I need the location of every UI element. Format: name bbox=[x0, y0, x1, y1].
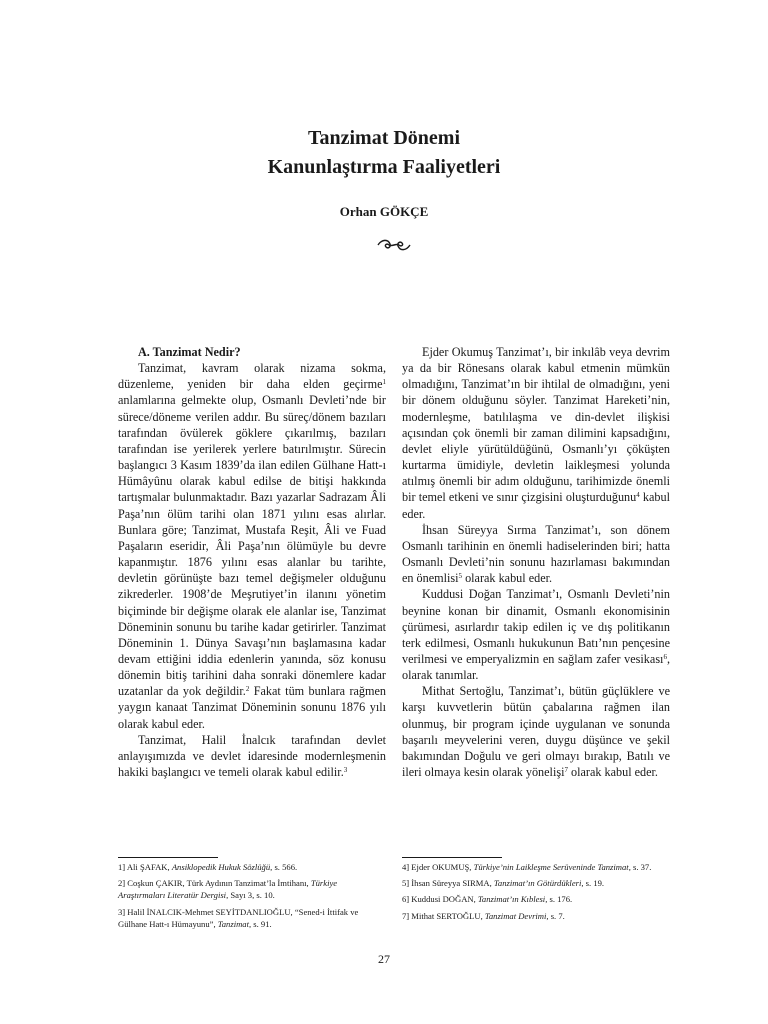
floral-ornament-icon bbox=[374, 238, 414, 252]
footnote-text: 4] Ejder OKUMUŞ, bbox=[402, 862, 474, 872]
text-run: olarak kabul eder. bbox=[462, 571, 553, 586]
footnotes-right bbox=[402, 861, 670, 926]
text-run: anlamlarına gelmekte olup, Osmanlı Devleti’nde bir sürece/döneme verilen addır. Bu süreç/dönem bazıları tarafından övülerek göklere çıkarılmış, bazıları tarafından ise yerilerek yerlere batırılmıştır. Sürecin başlangıcı 3 Kasım 1839’da ilan edilen Gülhane Hatt-ı Hümâyûnu olarak kabul edilse de bitişi hakkında tartışmalar bulunmaktadır. Bazı yazarlar Sadrazam Âli Paşa’nın ölüm tarihi olan 1871 yılını esas alırlar. Bunlara göre; Tanzimat, Mustafa Reşit, Âli ve Fuad Paşaların eseridir, Âli Paşa’nın ölümüyle bu devre kapanmıştır. 1876 yılını esas alanlar bu tarihte, devletin görünüşte bazı temel değişmeler olduğunu zikrederler. 1908’de Meşrutiyet’in ilanını yönetim biçiminde bir değişme olarak ele alanlar ise, Tanzimat Döneminin sonunu bu tarihe kadar getirirler. Tanzimat Döneminin 1. Dünya Savaşı’nın başlamasına kadar devam ettiğini iddia edenlerin yanında, söz konusu dönemin bitiş tarihini daha sonraki dönemlere kadar uzatanlar da yok değildir. bbox=[118, 393, 386, 699]
footnote-ref[interactable]: 6 bbox=[663, 652, 667, 661]
footnote bbox=[402, 910, 670, 922]
footnote-ref[interactable]: 3 bbox=[343, 766, 348, 775]
footnote-ref[interactable]: 4 bbox=[636, 491, 640, 500]
footnote-source-title: Tanzimat’ın Götürdükleri bbox=[493, 878, 582, 889]
footnote-source-title: Tanzimat’ın Kıblesi bbox=[477, 894, 546, 905]
paragraph bbox=[402, 586, 670, 683]
paragraph bbox=[402, 344, 670, 522]
footnote-divider bbox=[402, 857, 502, 858]
text-run: kabul eder. bbox=[402, 490, 670, 521]
footnote-text: 7] Mithat SERTOĞLU, bbox=[402, 910, 485, 921]
text-run: Tanzimat, kavram olarak nizama sokma, düzenleme, yeniden bir daha elden geçirme bbox=[118, 361, 386, 392]
paragraph bbox=[118, 732, 386, 780]
footnote-text: 3] Halil İNALCIK-Mehmet SEYİTDANLIOĞLU, “Sened-i İttifak ve Gülhane Hatt-ı Hümayunu”, bbox=[118, 906, 359, 929]
footnote-text: 2] Coşkun ÇAKIR, Türk Aydının Tanzimat’la İmtihanı, bbox=[118, 878, 311, 889]
footnote-source-title: Tanzimat Devrimi bbox=[484, 910, 547, 921]
text-run: İhsan Süreyya Sırma Tanzimat’ı, son dönem Osmanlı tarihinin en önemli hadiselerinden biri; hatta Osmanlı Devleti’nin sonunu hazırlaması bakımından en önemlisi bbox=[402, 522, 670, 586]
article-title bbox=[0, 124, 768, 182]
footnote bbox=[118, 906, 386, 930]
footnotes-left bbox=[118, 861, 386, 934]
footnote-ref[interactable]: 5 bbox=[458, 572, 463, 581]
paragraph bbox=[402, 683, 670, 780]
left-column bbox=[118, 344, 386, 780]
footnote-text: 1] Ali ŞAFAK, bbox=[118, 862, 172, 872]
footnote-ref[interactable]: 7 bbox=[564, 766, 568, 775]
footnote bbox=[402, 861, 670, 873]
footnote bbox=[118, 861, 386, 873]
footnote bbox=[118, 877, 386, 901]
footnote-text: , s. 7. bbox=[546, 910, 565, 921]
footnote-text: , Sayı 3, s. 10. bbox=[226, 890, 275, 901]
title-line-1: Tanzimat Dönemi bbox=[307, 127, 461, 149]
title-line-2: Kanunlaştırma Faaliyetleri bbox=[267, 156, 501, 178]
footnote-source-title: Ansiklopedik Hukuk Sözlüğü bbox=[171, 862, 271, 872]
footnote-text: 6] Kuddusi DOĞAN, bbox=[402, 894, 478, 905]
paragraph bbox=[118, 360, 386, 732]
footnote-source-title: Tanzimat bbox=[217, 918, 249, 929]
section-heading: A. Tanzimat Nedir? bbox=[138, 345, 241, 359]
footnote-ref[interactable]: 1 bbox=[382, 378, 386, 387]
footnote-text: , s. 566. bbox=[270, 862, 298, 872]
footnote-source-title: Türkiye’nin Laikleşme Serüveninde Tanzimat bbox=[473, 862, 629, 872]
text-run: Ejder Okumuş Tanzimat’ı, bir inkılâb veya devrim ya da bir Rönesans olarak kabul etmenin mümkün olmadığını, Tanzimat’ın bir ihtilal de olmadığını, yeni bir dönem olduğunu söyler. Tanzimat Hareketi’nin, modernleşme, batılılaşma ve din-devlet ilişkisi açısından çok önemli bir zaman dilimini kapsadığını, devlet eliyle yürütüldüğünü, Osmanlı’yı çöküşten kurtarma ümidiyle, devletin laikleşmesi yolunda atılmış önemli bir adım olduğunu, tarihimizde önemli bir temel etkeni ve sınır çizgisini oluşturduğunu bbox=[402, 345, 670, 505]
right-column bbox=[402, 344, 670, 780]
text-run: Mithat Sertoğlu, Tanzimat’ı, bütün güçlüklere ve karşı kuvvetlerin bütün çabalarına rağmen ilan olunmuş, bir program içinde uygulanan ve sonunda başarılı meyvelerini veren, duygu düşünce ve şekil bakımından Doğulu ve geri olmayı bırakıp, Batılı ve ileri olmaya kesin olarak yönelişi bbox=[402, 684, 670, 780]
text-run: Tanzimat, Halil İnalcık tarafından devlet anlayışımızda ve devlet idaresinde modernleşmenin hakiki başlangıcı ve temeli olarak kabul edilir. bbox=[118, 732, 386, 780]
paragraph bbox=[402, 522, 670, 587]
footnote-divider bbox=[118, 857, 218, 858]
footnote-text: , s. 91. bbox=[248, 918, 272, 929]
footnote-text: , s. 37. bbox=[628, 862, 652, 872]
footnote-text: 5] İhsan Süreyya SIRMA, bbox=[402, 878, 494, 889]
footnote-text: , s. 176. bbox=[545, 894, 573, 905]
footnote bbox=[402, 893, 670, 905]
footnote-source-title: Türkiye Araştırmaları Literatür Dergisi bbox=[118, 878, 338, 901]
footnote-ref[interactable]: 2 bbox=[245, 685, 250, 694]
text-run: olarak kabul eder. bbox=[567, 765, 658, 780]
author-name: Orhan GÖKÇE bbox=[339, 204, 429, 219]
text-run: Fakat tüm bunlara rağmen yaygın kanaat Tanzimat Döneminin sonunu 1876 yılı olarak kabul eder. bbox=[118, 684, 386, 731]
text-run: , olarak tanımlar. bbox=[402, 651, 670, 683]
footnote-text: , s. 19. bbox=[581, 878, 605, 889]
text-run: Kuddusi Doğan Tanzimat’ı, Osmanlı Devleti’nin beynine konan bir dinamit, Osmanlı ekonomisinin çürümesi, asırlardır takip edilen iç ve dış politikanın terk edilmesi, Osmanlı hukukunun Batı’nın pençesine verilmesi ve emperyalizmin en sağlam zafer vesikası bbox=[402, 587, 670, 666]
footnote bbox=[402, 877, 670, 889]
page-number: 27 bbox=[378, 952, 390, 966]
